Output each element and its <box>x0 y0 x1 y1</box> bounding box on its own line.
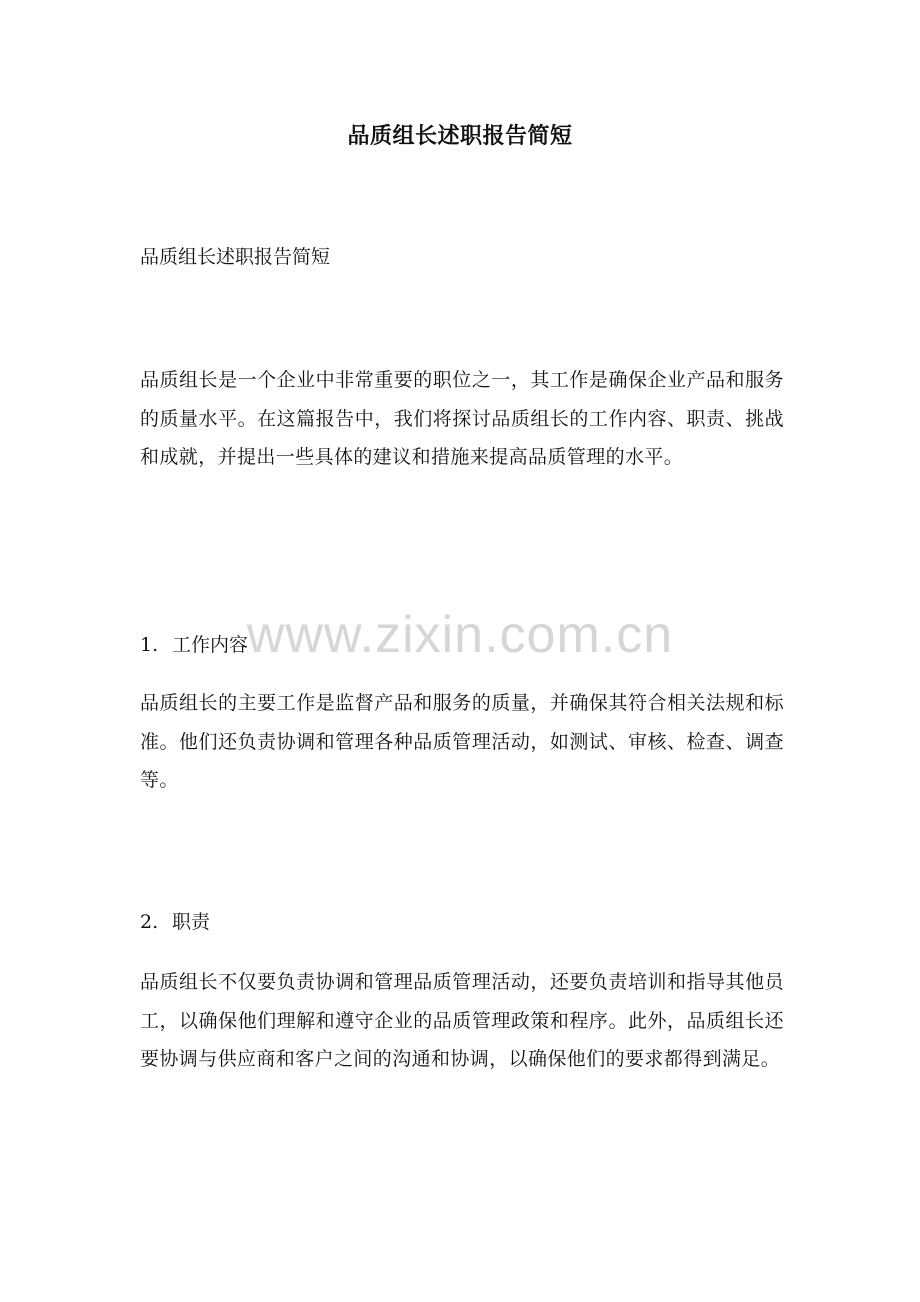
section-title: 职责 <box>172 911 211 933</box>
section-heading-2 <box>140 905 210 939</box>
section-body-1: 品质组长的主要工作是监督产品和服务的质量，并确保其符合相关法规和标准。他们还负责协调和管理各种品质管理活动，如测试、审核、检查、调查等。 <box>140 692 784 791</box>
watermark-text: www.zixin.com.cn <box>246 606 674 664</box>
document-subtitle: 品质组长述职报告简短 <box>140 246 331 268</box>
document-title: 品质组长述职报告简短 <box>347 123 573 149</box>
section-number: 1. <box>140 634 159 656</box>
intro-paragraph: 品质组长是一个企业中非常重要的职位之一，其工作是确保企业产品和服务的质量水平。在这篇报告中，我们将探讨品质组长的工作内容、职责、挑战和成就，并提出一些具体的建议和措施来提高品质管理的水平。 <box>140 369 784 468</box>
section-number: 2. <box>140 911 159 933</box>
section-body-2: 品质组长不仅要负责协调和管理品质管理活动，还要负责培训和指导其他员工，以确保他们理解和遵守企业的品质管理政策和程序。此外，品质组长还要协调与供应商和客户之间的沟通和协调，以确保他们的要求都得到满足。 <box>140 971 784 1070</box>
section-title: 工作内容 <box>172 634 249 656</box>
